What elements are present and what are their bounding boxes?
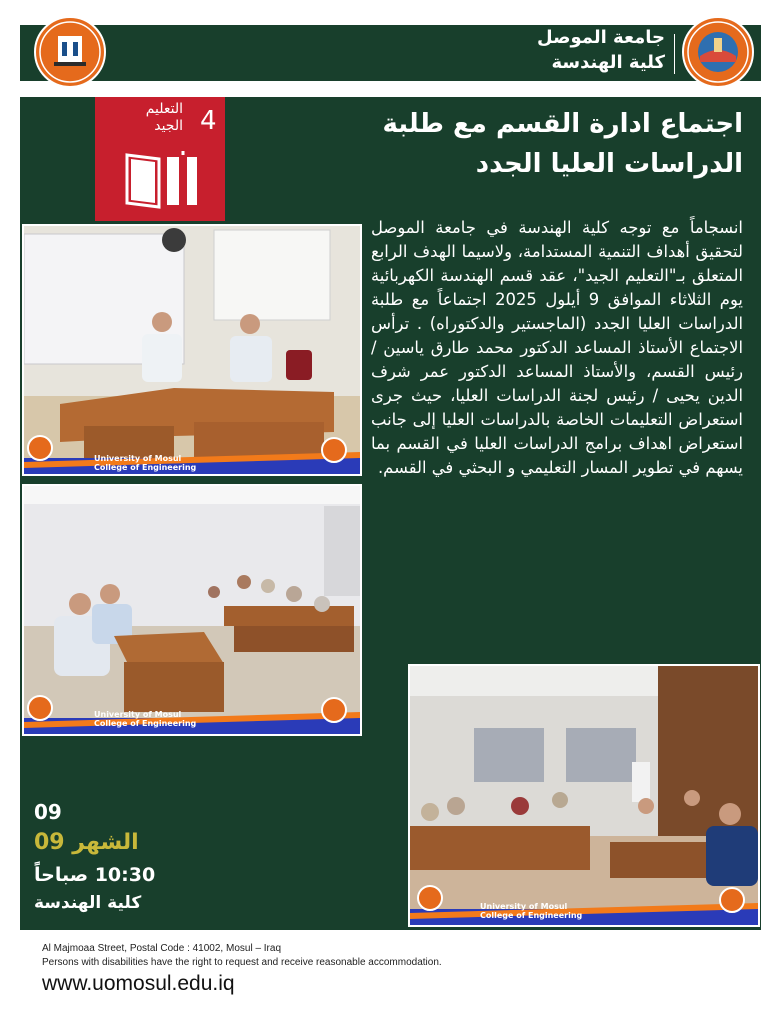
meeting-photo-3 bbox=[408, 664, 760, 927]
event-month: الشهر 09 bbox=[34, 830, 139, 855]
college-name: كلية الهندسة bbox=[551, 52, 665, 73]
open-book-icon bbox=[119, 149, 209, 211]
photo-3-watermark-line1: University of Mosul bbox=[480, 902, 568, 911]
sdg-label-line1: التعليم bbox=[145, 101, 183, 117]
header-divider bbox=[674, 34, 675, 74]
article-title: اجتماع ادارة القسم مع طلبة الدراسات العليا الجدد bbox=[382, 109, 743, 179]
meeting-photo-2 bbox=[22, 484, 362, 736]
university-name: جامعة الموصل bbox=[537, 27, 665, 48]
footer-address: Al Majmoaa Street, Postal Code : 41002, Mosul – Iraq bbox=[42, 943, 282, 954]
photo-2-watermark-line2: College of Engineering bbox=[94, 719, 197, 728]
event-time: 10:30 صباحاً bbox=[34, 864, 156, 886]
footer-website-link[interactable]: www.uomosul.edu.iq bbox=[42, 972, 235, 995]
photo-2-watermark-line1: University of Mosul bbox=[94, 710, 182, 719]
photo-1-watermark bbox=[94, 454, 196, 472]
university-logo bbox=[682, 16, 754, 88]
photo-3-watermark bbox=[480, 902, 582, 920]
meeting-scene-icon bbox=[24, 226, 360, 474]
sdg-number: 4 bbox=[200, 106, 217, 136]
meeting-photo-1 bbox=[22, 224, 362, 476]
classroom-scene-icon bbox=[24, 486, 360, 734]
lecture-hall-scene-icon bbox=[410, 666, 758, 925]
college-logo bbox=[34, 16, 106, 88]
photo-2-watermark bbox=[94, 710, 196, 728]
photo-1-watermark-line1: University of Mosul bbox=[94, 454, 182, 463]
sdg-label bbox=[146, 101, 183, 135]
photo-1-watermark-line2: College of Engineering bbox=[94, 463, 197, 472]
event-place: كلية الهندسة bbox=[34, 893, 142, 913]
college-seal-icon bbox=[36, 18, 104, 86]
event-day: 09 bbox=[34, 800, 62, 824]
university-seal-icon bbox=[684, 18, 752, 86]
footer-accessibility-note: Persons with disabilities have the right to request and receive reasonable accommodation. bbox=[42, 957, 442, 968]
photo-3-watermark-line2: College of Engineering bbox=[480, 911, 583, 920]
article-body: انسجاماً مع توجه كلية الهندسة في جامعة الموصل لتحقيق أهداف التنمية المستدامة، ولاسيما الهدف الرابع المتعلق بـ"التعليم الجيد"، عقد قسم الهندسة الكهربائية يوم الثلاثاء الموافق 9 أيلول 2025 اجتماعاً مع طلبة الدراسات العليا الجدد (الماجستير والدكتوراه) . ترأس الاجتماع الأستاذ المساعد الدكتور محمد طارق ياسين / رئيس القسم، والأستاذ المساعد الدكتور عمر شرف الدين يحيى / رئيس لجنة الدراسات العليا، حيث جرى استعراض التعليمات الخاصة بالدراسات العليا إلى جانب استعراض اهداف برامج الدراسات العليا في القسم بما يسهم في تطوير المسار التعليمي و البحثي في القسم. bbox=[371, 218, 743, 477]
sdg-label-line2: الجيد bbox=[154, 118, 183, 134]
